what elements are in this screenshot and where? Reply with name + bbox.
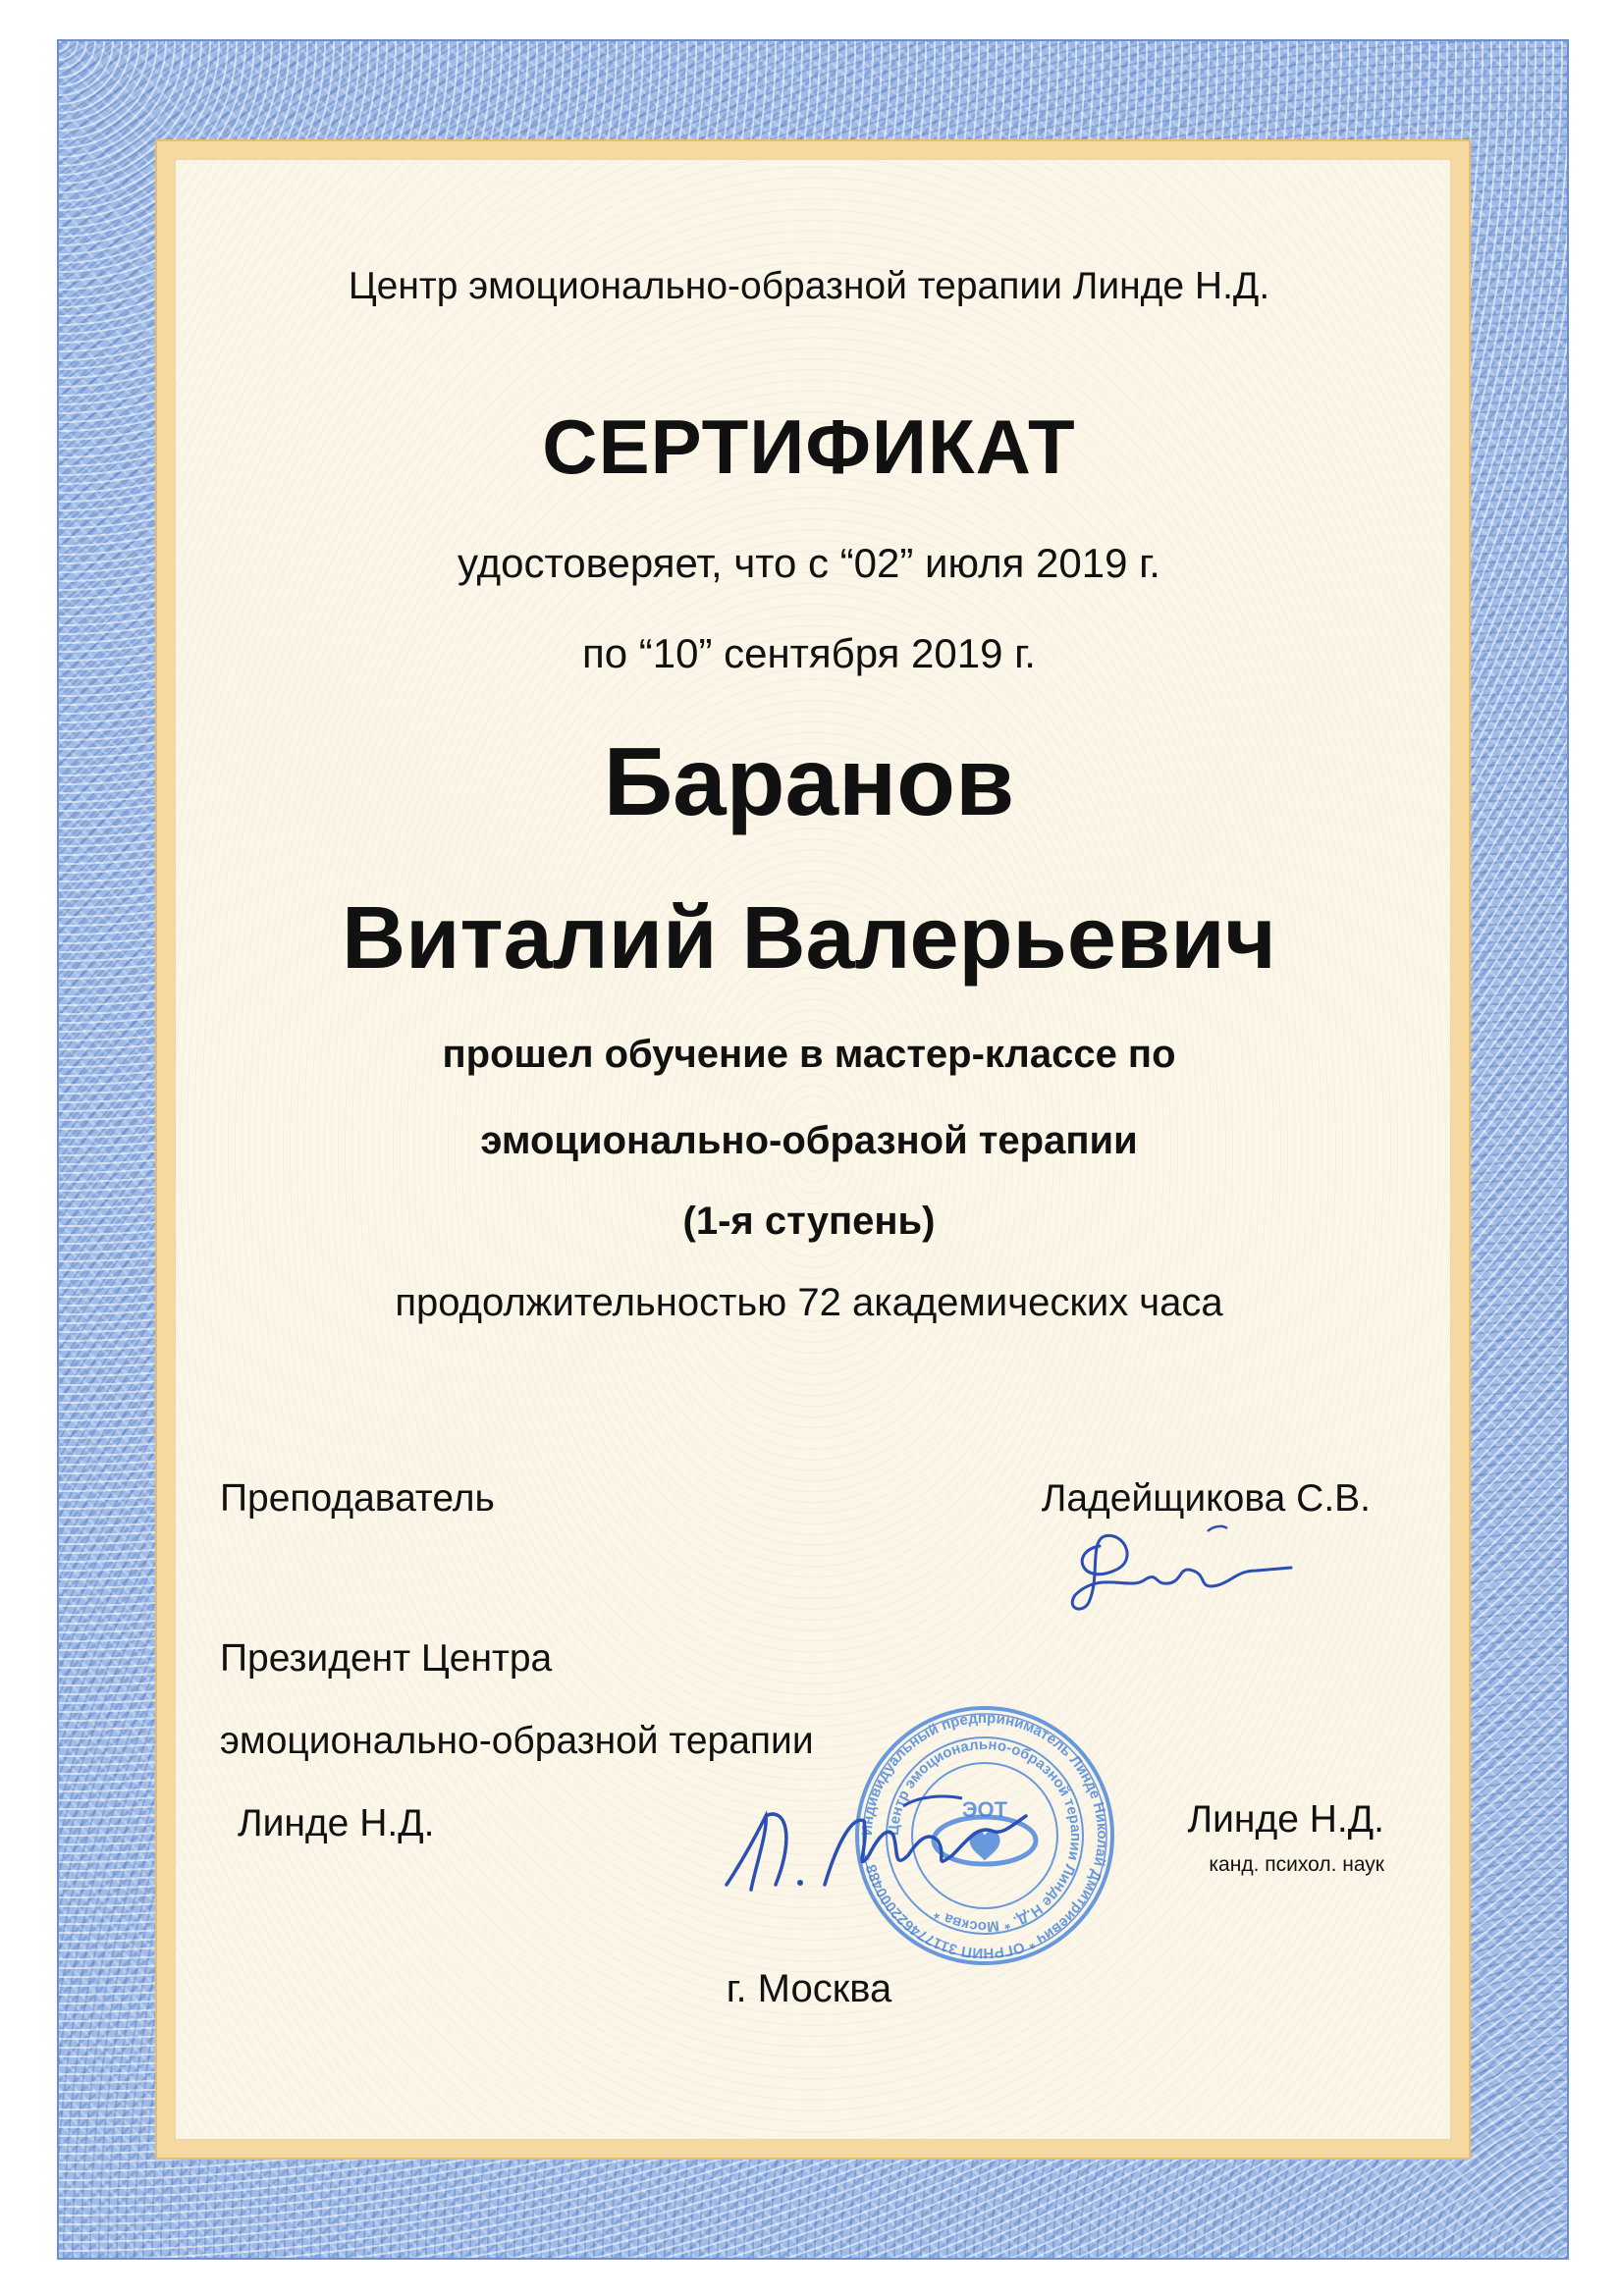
stamp-center-text: ЭОТ (961, 1797, 1008, 1822)
president-title-line-1: Президент Центра (220, 1637, 553, 1680)
course-duration: продолжительностью 72 академических часа (395, 1281, 1223, 1324)
president-title-line-2: эмоционально-образной терапии (220, 1720, 814, 1762)
certificate-title: СЕРТИФИКАТ (542, 403, 1076, 490)
president-signature (707, 1777, 1031, 1914)
course-line-1: прошел обучение в мастер-классе по (442, 1033, 1176, 1076)
teacher-label: Преподаватель (220, 1477, 495, 1520)
president-title-line-3: Линде Н.Д. (238, 1802, 435, 1844)
stamp-inner-text: Центр эмоционально-образной терапии Линде Н.Д. * Москва * (885, 1735, 1085, 1936)
teacher-name: Ладейщикова С.В. (1041, 1477, 1371, 1520)
president-degree: канд. психол. наук (1209, 1853, 1384, 1876)
stamp-outer-text: Индивидуальный предприниматель Линде Николай Дмитриевич * ОГРНИП 311774622000488 * (858, 1709, 1111, 1962)
period-start: удостоверяет, что с “02” июля 2019 г. (458, 540, 1160, 586)
recipient-given-names: Виталий Валерьевич (342, 889, 1276, 988)
course-line-2: эмоционально-образной терапии (480, 1119, 1138, 1162)
organization-name: Центр эмоционально-образной терапии Линде Н.Д. (348, 265, 1270, 307)
teacher-signature (1060, 1517, 1296, 1625)
period-end: по “10” сентября 2019 г. (582, 630, 1036, 676)
recipient-surname: Баранов (603, 727, 1015, 835)
course-level: (1-я ступень) (682, 1200, 936, 1243)
president-name: Линде Н.Д. (1187, 1798, 1384, 1841)
city: г. Москва (726, 1967, 892, 2010)
